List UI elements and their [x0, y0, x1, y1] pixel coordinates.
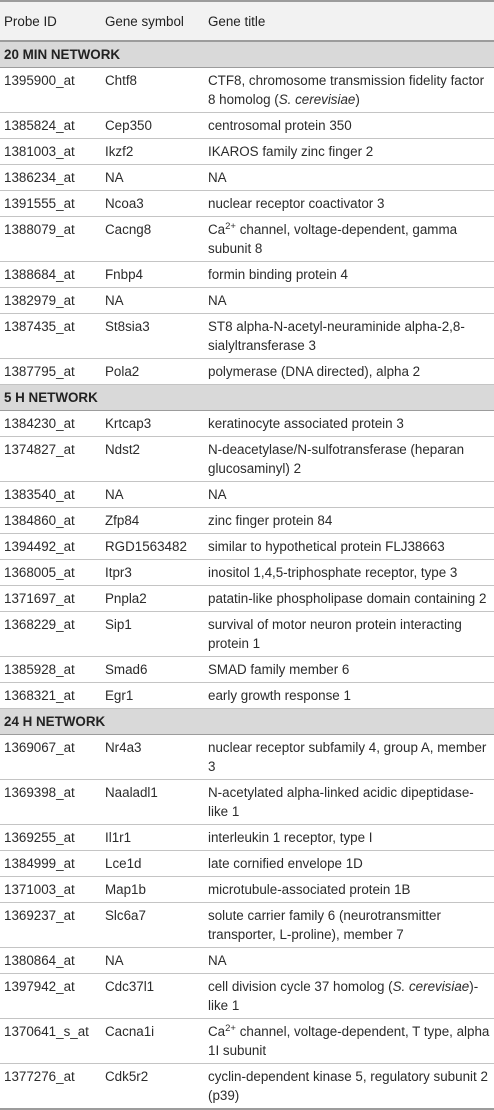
probe-id-cell: 1397942_at [0, 974, 101, 1019]
table-body [0, 41, 494, 1109]
gene-symbol-cell: Zfp84 [101, 508, 204, 534]
probe-id-cell: 1381003_at [0, 139, 101, 165]
table-row [0, 288, 494, 314]
gene-symbol-cell: Nr4a3 [101, 735, 204, 780]
gene-title-cell: nuclear receptor subfamily 4, group A, member 3 [204, 735, 494, 780]
table-row [0, 586, 494, 612]
probe-id-cell: 1386234_at [0, 165, 101, 191]
table-row [0, 851, 494, 877]
table-row [0, 683, 494, 709]
header-gene-title: Gene title [204, 1, 494, 41]
table-row [0, 657, 494, 683]
table-row [0, 411, 494, 437]
gene-symbol-cell: Lce1d [101, 851, 204, 877]
table-row [0, 877, 494, 903]
table-row [0, 165, 494, 191]
table-row [0, 560, 494, 586]
header-gene-symbol: Gene symbol [101, 1, 204, 41]
gene-title-cell: zinc finger protein 84 [204, 508, 494, 534]
gene-title-cell: NA [204, 948, 494, 974]
table-row [0, 437, 494, 482]
section-title: 24 H NETWORK [0, 709, 494, 735]
gene-title-cell: microtubule-associated protein 1B [204, 877, 494, 903]
gene-symbol-cell: Smad6 [101, 657, 204, 683]
gene-symbol-cell: Pnpla2 [101, 586, 204, 612]
gene-title-cell: N-deacetylase/N-sulfotransferase (heparan glucosaminyl) 2 [204, 437, 494, 482]
gene-symbol-cell: Cacng8 [101, 217, 204, 262]
probe-id-cell: 1384999_at [0, 851, 101, 877]
table-row [0, 262, 494, 288]
gene-title-cell: keratinocyte associated protein 3 [204, 411, 494, 437]
probe-id-cell: 1387435_at [0, 314, 101, 359]
table-row [0, 1019, 494, 1064]
probe-id-cell: 1368005_at [0, 560, 101, 586]
probe-id-cell: 1383540_at [0, 482, 101, 508]
gene-symbol-cell: NA [101, 482, 204, 508]
gene-symbol-cell: Cdc37l1 [101, 974, 204, 1019]
table-row [0, 735, 494, 780]
gene-title-cell: solute carrier family 6 (neurotransmitter transporter, L-proline), member 7 [204, 903, 494, 948]
probe-id-cell: 1388079_at [0, 217, 101, 262]
gene-title-cell: interleukin 1 receptor, type I [204, 825, 494, 851]
gene-symbol-cell: Fnbp4 [101, 262, 204, 288]
gene-title-cell: $Ca^{2+}$ channel, voltage-dependent, gamma subunit 8 [204, 217, 494, 262]
gene-title-cell: nuclear receptor coactivator 3 [204, 191, 494, 217]
probe-id-cell: 1388684_at [0, 262, 101, 288]
probe-id-cell: 1380864_at [0, 948, 101, 974]
header-probe-id: Probe ID [0, 1, 101, 41]
gene-title-cell: similar to hypothetical protein FLJ38663 [204, 534, 494, 560]
gene-symbol-cell: Itpr3 [101, 560, 204, 586]
gene-symbol-cell: Ikzf2 [101, 139, 204, 165]
section-title: 5 H NETWORK [0, 385, 494, 411]
gene-title-cell: NA [204, 165, 494, 191]
gene-title-cell: patatin-like phospholipase domain containing 2 [204, 586, 494, 612]
gene-title-cell: centrosomal protein 350 [204, 113, 494, 139]
table-row [0, 534, 494, 560]
header-row [0, 1, 494, 41]
gene-symbol-cell: Ncoa3 [101, 191, 204, 217]
gene-title-cell: late cornified envelope 1D [204, 851, 494, 877]
probe-id-cell: 1370641_s_at [0, 1019, 101, 1064]
probe-id-cell: 1374827_at [0, 437, 101, 482]
gene-symbol-cell: NA [101, 288, 204, 314]
section-header-row [0, 385, 494, 411]
table-row [0, 780, 494, 825]
probe-id-cell: 1369067_at [0, 735, 101, 780]
table-row [0, 612, 494, 657]
table-row [0, 314, 494, 359]
gene-title-cell: polymerase (DNA directed), alpha 2 [204, 359, 494, 385]
probe-id-cell: 1394492_at [0, 534, 101, 560]
gene-symbol-cell: Naaladl1 [101, 780, 204, 825]
probe-id-cell: 1385824_at [0, 113, 101, 139]
gene-title-cell: $Ca^{2+}$ channel, voltage-dependent, T type, alpha 1I subunit [204, 1019, 494, 1064]
gene-symbol-cell: Slc6a7 [101, 903, 204, 948]
probe-id-cell: 1369398_at [0, 780, 101, 825]
gene-symbol-cell: Cdk5r2 [101, 1064, 204, 1110]
gene-symbol-cell: RGD1563482 [101, 534, 204, 560]
table-row [0, 1064, 494, 1110]
gene-symbol-cell: NA [101, 948, 204, 974]
gene-title-cell: early growth response 1 [204, 683, 494, 709]
gene-symbol-cell: Pola2 [101, 359, 204, 385]
gene-title-cell: survival of motor neuron protein interacting protein 1 [204, 612, 494, 657]
table-row [0, 217, 494, 262]
table-row [0, 139, 494, 165]
section-header-row [0, 41, 494, 68]
probe-id-cell: 1368229_at [0, 612, 101, 657]
gene-title-cell: ST8 alpha-N-acetyl-neuraminide alpha-2,8-sialyltransferase 3 [204, 314, 494, 359]
gene-symbol-cell: Cacna1i [101, 1019, 204, 1064]
table-row [0, 825, 494, 851]
probe-id-cell: 1385928_at [0, 657, 101, 683]
gene-title-cell: N-acetylated alpha-linked acidic dipeptidase-like 1 [204, 780, 494, 825]
table-row [0, 948, 494, 974]
probe-id-cell: 1391555_at [0, 191, 101, 217]
gene-symbol-cell: Cep350 [101, 113, 204, 139]
table-row [0, 508, 494, 534]
table-row [0, 113, 494, 139]
gene-symbol-cell: Egr1 [101, 683, 204, 709]
gene-symbol-cell: Krtcap3 [101, 411, 204, 437]
section-title: 20 MIN NETWORK [0, 41, 494, 68]
probe-id-cell: 1369237_at [0, 903, 101, 948]
table-row [0, 359, 494, 385]
probe-id-cell: 1377276_at [0, 1064, 101, 1110]
probe-id-cell: 1368321_at [0, 683, 101, 709]
probe-id-cell: 1371003_at [0, 877, 101, 903]
gene-title-cell: CTF8, chromosome transmission fidelity factor 8 homolog (S. cerevisiae) [204, 68, 494, 113]
table-row [0, 482, 494, 508]
probe-id-cell: 1371697_at [0, 586, 101, 612]
gene-symbol-cell: Sip1 [101, 612, 204, 657]
table-row [0, 191, 494, 217]
gene-title-cell: formin binding protein 4 [204, 262, 494, 288]
gene-symbol-cell: Chtf8 [101, 68, 204, 113]
gene-symbol-cell: Il1r1 [101, 825, 204, 851]
gene-title-cell: SMAD family member 6 [204, 657, 494, 683]
section-header-row [0, 709, 494, 735]
probe-id-cell: 1384860_at [0, 508, 101, 534]
table-row [0, 68, 494, 113]
gene-title-cell: IKAROS family zinc finger 2 [204, 139, 494, 165]
gene-symbol-cell: Map1b [101, 877, 204, 903]
table-row [0, 974, 494, 1019]
gene-title-cell: NA [204, 288, 494, 314]
probe-id-cell: 1369255_at [0, 825, 101, 851]
table-row [0, 903, 494, 948]
gene-title-cell: cyclin-dependent kinase 5, regulatory subunit 2 (p39) [204, 1064, 494, 1110]
probe-id-cell: 1387795_at [0, 359, 101, 385]
gene-symbol-cell: St8sia3 [101, 314, 204, 359]
probe-id-cell: 1382979_at [0, 288, 101, 314]
probe-id-cell: 1395900_at [0, 68, 101, 113]
gene-title-cell: NA [204, 482, 494, 508]
gene-title-cell: inositol 1,4,5-triphosphate receptor, type 3 [204, 560, 494, 586]
gene-symbol-cell: NA [101, 165, 204, 191]
gene-symbol-cell: Ndst2 [101, 437, 204, 482]
gene-title-cell: cell division cycle 37 homolog (S. cerevisiae)-like 1 [204, 974, 494, 1019]
probe-id-cell: 1384230_at [0, 411, 101, 437]
